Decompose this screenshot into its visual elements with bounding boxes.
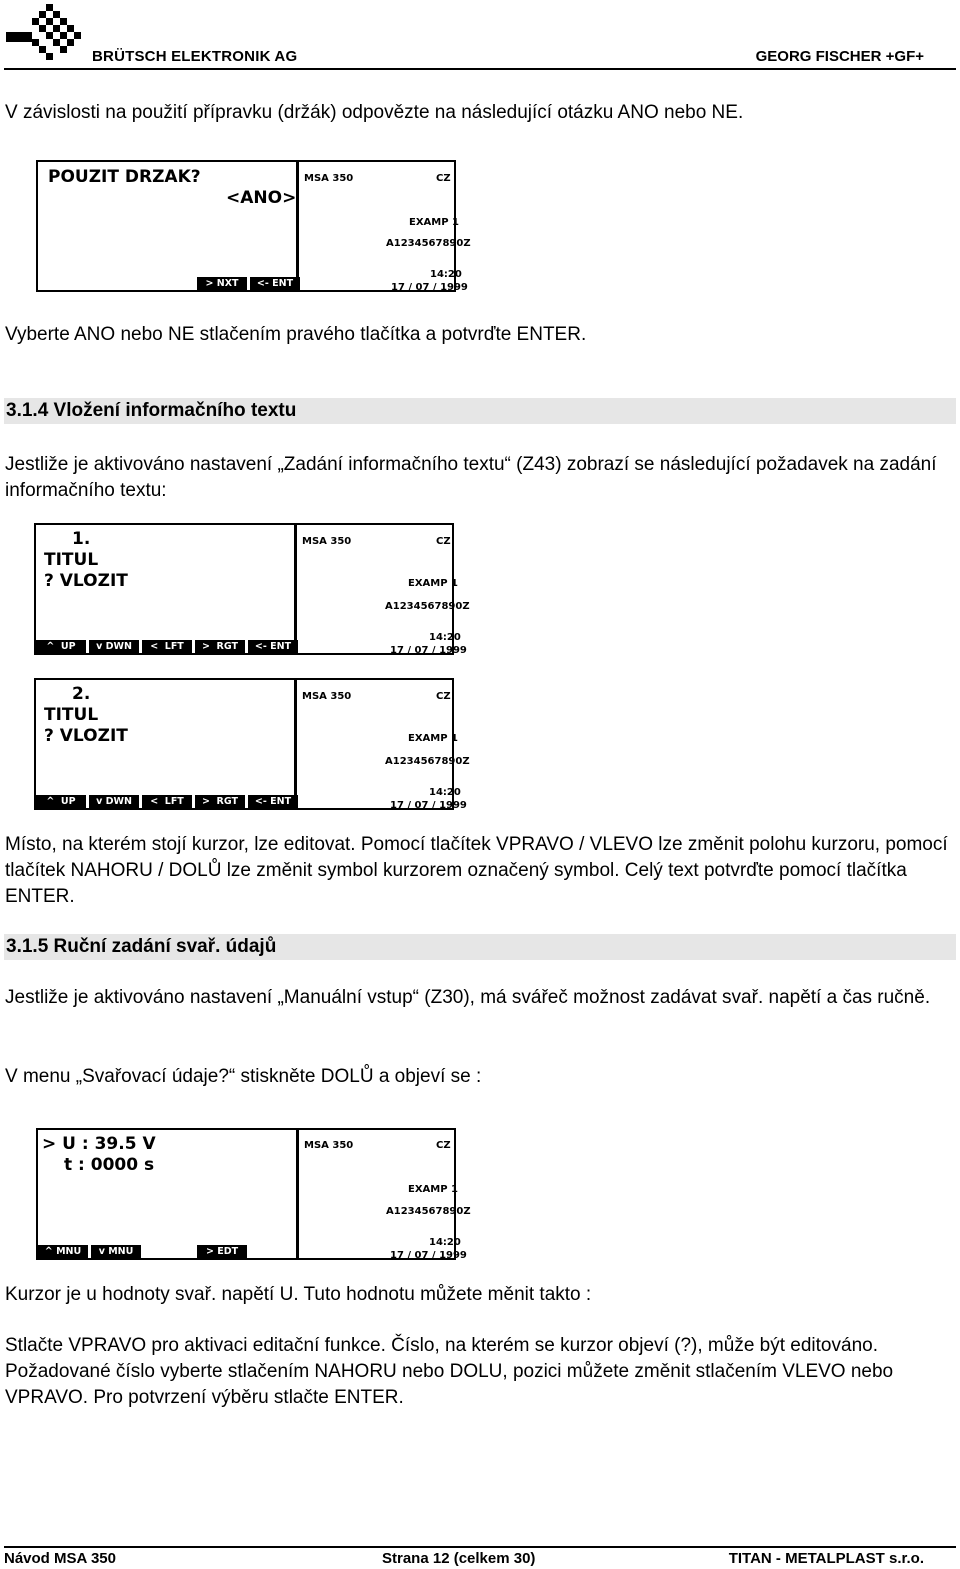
lcd-model: MSA 350 [302,691,352,702]
footer-page-number: Strana 12 (celkem 30) [382,1550,536,1567]
header-company-left: BRÜTSCH ELEKTRONIK AG [92,48,298,65]
lcd-model: MSA 350 [304,1140,354,1151]
header-company-right: GEORG FISCHER +GF+ [755,48,924,65]
lcd-time: 14:20 [429,1237,461,1248]
lcd-screen-title-1 [34,523,470,656]
lcd-time: 14:20 [429,787,461,798]
section-heading-text: 3.1.5 Ruční zadání svař. údajů [6,936,277,957]
softkey-down: v DWN [89,795,139,808]
paragraph-menu: V menu „Svařovací údaje?“ stiskněte DOLŮ a objeví se : [5,1066,482,1087]
softkey-bar [38,1244,296,1258]
softkey-down: v DWN [89,640,139,653]
lcd-model: MSA 350 [302,536,352,547]
lcd-divider [296,1130,299,1258]
lcd-divider [296,162,299,290]
lcd-line-1: 2. [72,684,91,704]
lcd-line-3: ? VLOZIT [44,571,128,591]
footer-company: TITAN - METALPLAST s.r.o. [728,1550,924,1567]
paragraph-edit-instructions: Stlačte VPRAVO pro aktivaci editační funkce. Číslo, na kterém se kurzor objeví (?), může být editováno. Požadované číslo vyberte stlačením NAHORU nebo DOLU, pozici můžete změnit stlačením VLEVO nebo VPRAVO. Pro potvrzení výběru stlačte ENTER. [5,1335,894,1408]
lcd-date: 17 / 07 / 1999 [391,282,468,293]
softkey-left: < LFT [142,795,192,808]
footer-manual-title: Návod MSA 350 [4,1550,116,1567]
softkey-up: ^ UP [36,795,86,808]
lcd-line-2: TITUL [44,705,99,725]
lcd-date: 17 / 07 / 1999 [390,800,467,811]
section-heading-text: 3.1.4 Vložení informačního textu [6,400,297,421]
lcd-line-2: TITUL [44,550,99,570]
brutsch-logo [6,2,86,60]
lcd-line-2: <ANO> [226,188,297,208]
softkey-right: > RGT [195,795,245,808]
softkey-enter: <- ENT [248,795,298,808]
lcd-screen-weld-data [36,1128,471,1261]
lcd-lang: CZ [436,173,451,184]
lcd-screen-use-holder [36,160,471,293]
lcd-examp: EXAMP 1 [409,217,459,228]
softkey-enter: <- ENT [248,640,298,653]
lcd-line-3: ? VLOZIT [44,726,128,746]
lcd-lang: CZ [436,1140,451,1151]
lcd-model: MSA 350 [304,173,354,184]
lcd-serial: A1234567890Z [385,601,470,612]
lcd-line-1: POUZIT DRZAK? [48,167,201,187]
lcd-examp: EXAMP 1 [408,1184,458,1195]
softkey-edit: > EDT [197,1245,247,1258]
lcd-serial: A1234567890Z [386,238,471,249]
lcd-lang: CZ [436,691,451,702]
lcd-time: 14:20 [430,269,462,280]
lcd-line-1: 1. [72,529,91,549]
lcd-line-1: > U : 39.5 V [42,1134,156,1154]
softkey-menu-up: ^ MNU [38,1245,88,1258]
lcd-date: 17 / 07 / 1999 [390,1250,467,1261]
lcd-examp: EXAMP 1 [408,733,458,744]
lcd-lang: CZ [436,536,451,547]
lcd-divider [294,680,297,808]
softkey-next: > NXT [197,277,247,290]
lcd-time: 14:20 [429,632,461,643]
lcd-line-2: t : 0000 s [64,1155,155,1175]
softkey-up: ^ UP [36,640,86,653]
lcd-divider [294,525,297,653]
footer-rule [4,1546,956,1548]
paragraph-intro: V závislosti na použití přípravku (držák) odpovězte na následující otázku ANO nebo NE. [5,102,744,123]
lcd-examp: EXAMP 1 [408,578,458,589]
softkey-right: > RGT [195,640,245,653]
lcd-serial: A1234567890Z [385,756,470,767]
softkey-menu-down: v MNU [91,1245,141,1258]
paragraph-cursor-edit: Místo, na kterém stojí kurzor, lze editovat. Pomocí tlačítek VPRAVO / VLEVO lze změnit polohu kurzoru, pomocí tlačítek NAHORU / DOLŮ lze změnit symbol kurzorem označený symbol. Celý text potvrďte pomocí tlačítka ENTER. [5,834,948,907]
header-rule [4,68,956,70]
paragraph-select: Vyberte ANO nebo NE stlačením pravého tlačítka a potvrďte ENTER. [5,324,587,345]
softkey-bar [36,639,294,653]
softkey-enter: <- ENT [250,277,300,290]
lcd-serial: A1234567890Z [386,1206,471,1217]
section-heading-3-1-4 [4,398,956,424]
softkey-bar [38,276,296,290]
paragraph-cursor-voltage: Kurzor je u hodnoty svař. napětí U. Tuto hodnotu můžete měnit takto : [5,1284,592,1305]
lcd-screen-title-2 [34,678,470,811]
softkey-left: < LFT [142,640,192,653]
paragraph-manual-input: Jestliže je aktivováno nastavení „Manuální vstup“ (Z30), má svářeč možnost zadávat svař. napětí a čas ručně. [5,987,931,1008]
paragraph-info-text: Jestliže je aktivováno nastavení „Zadání informačního textu“ (Z43) zobrazí se následující požadavek na zadání informačního textu: [5,454,937,501]
section-heading-3-1-5 [4,934,956,960]
softkey-bar [36,794,294,808]
lcd-date: 17 / 07 / 1999 [390,645,467,656]
